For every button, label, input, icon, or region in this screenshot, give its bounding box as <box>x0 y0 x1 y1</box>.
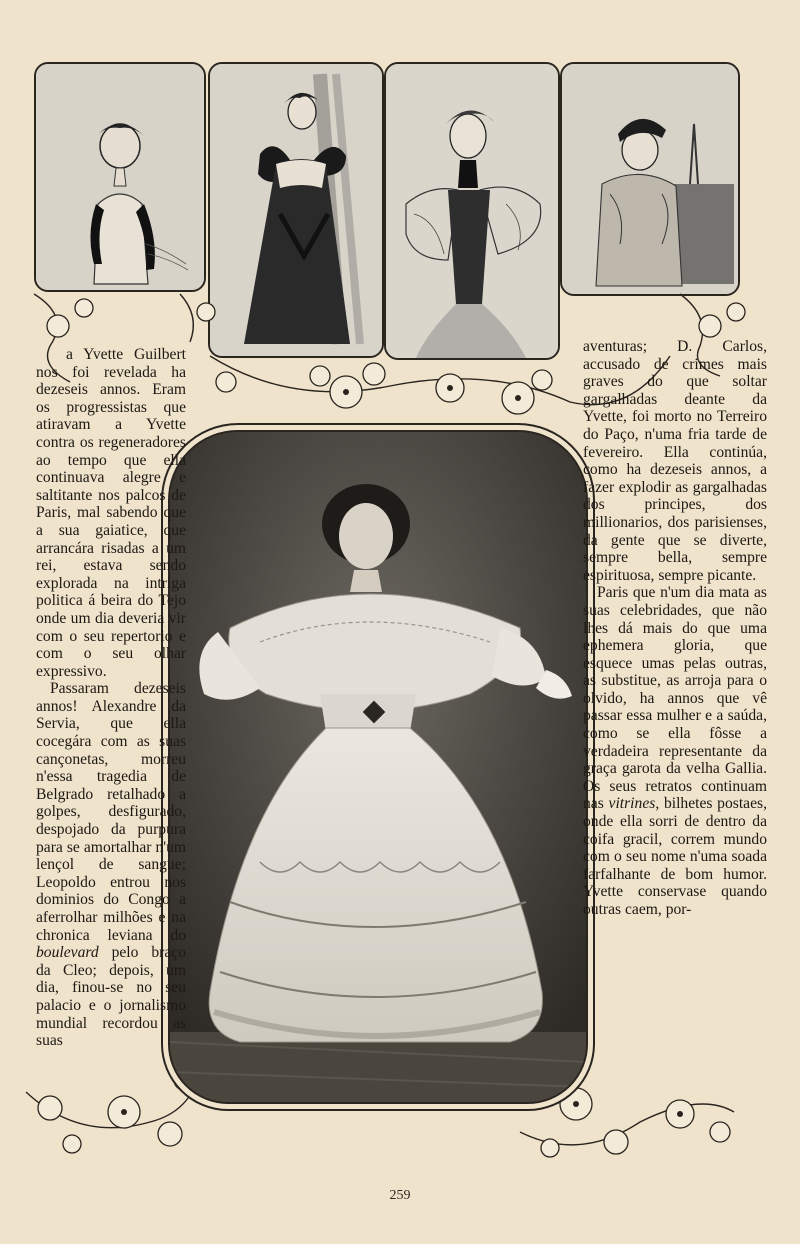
caricature-sketch-3 <box>384 62 560 360</box>
paragraph-right-2-text: Paris que n'um dia mata as suas celebridades, que não lhes dá mais do que uma ephemera gloria, que esquece umas pelas outras, as substitue, as arroja para o olvido, ha annos que vê passar essa mulher e a saúda, como se ella fôsse a verdadeira representante da graça garota da velha Gallia. Os seus retratos continuam nas <box>583 584 767 813</box>
caricature-sketch-4 <box>560 62 740 296</box>
article-left-column <box>36 346 186 1050</box>
paragraph-left-2-text: Passaram dezeseis annos! Alexandre da Servia, que ella cocegára com as suas cançonetas, morreu n'essa tragedia de Belgrado retalhado a golpes, desfigurado, despojado da purpura para se amortalhar n'um lençol de sangue; Leopoldo entrou nos dominios do Congo a aferrolhar milhões e na chronica leviana do <box>36 680 186 944</box>
caricature-sketch-2 <box>208 62 384 358</box>
paragraph-right-2 <box>583 584 767 918</box>
sketch-figure-puffed-sleeves <box>386 64 558 358</box>
paragraph-left-2 <box>36 680 186 1049</box>
vitrines-italic: vitrines <box>608 795 656 813</box>
woman-in-crinoline-dress <box>170 432 586 1102</box>
sketch-figure-gloves <box>36 64 204 290</box>
paragraph-left-2-continuation: pelo braço da Cleo; depois, um dia, finou-se no seu palacio e o jornalismo mundial recordou as suas <box>36 944 186 1050</box>
page-number: 259 <box>389 1188 411 1203</box>
article-right-column <box>583 338 767 919</box>
sketch-figure-black-dress <box>210 64 382 356</box>
portrait-photograph <box>168 430 588 1104</box>
paragraph-right-2-continuation: , bilhetes postaes, onde ella sorri de dentro da coifa gracil, correm mundo com o seu nome n'uma soada farfalhante de bom humor. Yvette conservase quando outras caem, por- <box>583 795 767 918</box>
paragraph-right-1: aventuras; D. Carlos, accusado de crimes mais graves do que soltar gargalhadas deante da Yvette, foi morto no Terreiro do Paço, n'uma fria tarde de fevereiro. Ella continúa, como ha dezeseis annos, a fazer explodir as gargalhadas dos principes, dos millionarios, dos parisienses, da gente que se diverte, sempre bella, sempre espirituosa, sempre picante. <box>583 338 767 584</box>
boulevard-italic: boulevard <box>36 944 99 962</box>
caricature-sketch-1 <box>34 62 206 292</box>
paragraph-left-1: a Yvette Guilbert nos foi revelada ha dezeseis annos. Eram os progressistas que atiravam a Yvette contra os regeneradores ao tempo que ella continuava alegre e saltitante nos palcos de Paris, mal sabendo que a sua gaiatice, que arrancára risadas a um rei, estava sendo explorada na intriga politica á beira do Tejo onde um dia deveria vir com o seu repertorio e com o seu olhar expressivo. <box>36 346 186 680</box>
sketch-figure-hat <box>562 64 738 294</box>
